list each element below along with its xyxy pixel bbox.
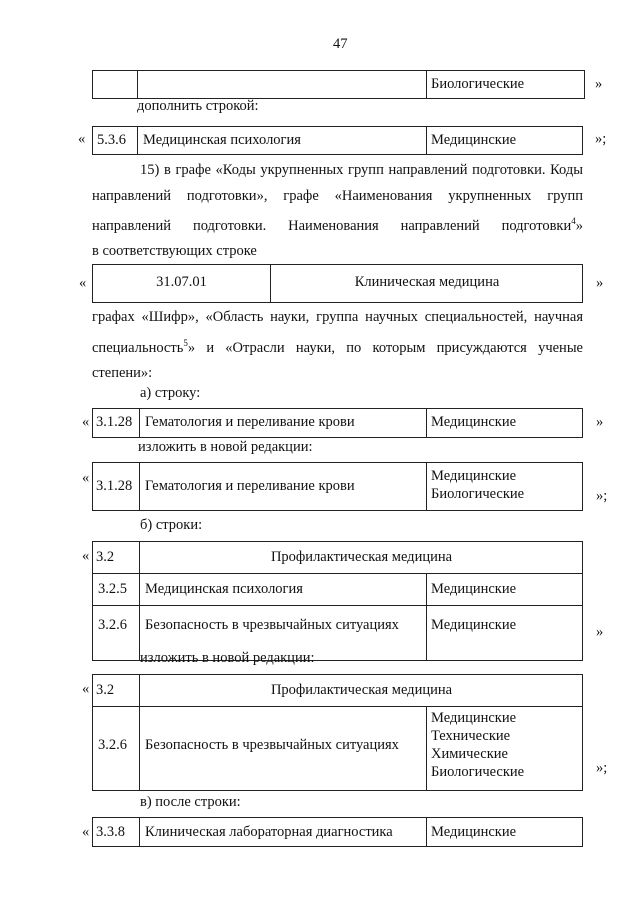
field-cell: Медицинские bbox=[431, 617, 517, 633]
field-cell: Медицинские bbox=[431, 581, 517, 597]
code-cell: 3.2 bbox=[96, 549, 115, 565]
field-cell: Биологические bbox=[431, 486, 525, 502]
section-name: Профилактическая медицина bbox=[270, 549, 453, 565]
open-quote: « bbox=[79, 275, 87, 291]
name-cell: Клиническая медицина bbox=[354, 274, 500, 290]
open-quote: « bbox=[82, 470, 90, 486]
paragraph-line: 15) в графе «Коды укрупненных групп направлений подготовки. Коды bbox=[140, 162, 583, 178]
paragraph-line: в соответствующих строке bbox=[92, 243, 257, 260]
paragraph-line: направлений подготовки», графе «Наименования укрупненных групп bbox=[92, 187, 583, 204]
instruction-text: изложить в новой редакции: bbox=[140, 650, 315, 666]
open-quote: « bbox=[78, 131, 86, 147]
instruction-text: дополнить строкой: bbox=[137, 98, 259, 114]
item-a: а) строку: bbox=[140, 385, 201, 401]
close-quote: » bbox=[596, 275, 604, 291]
paragraph-line: графах «Шифр», «Область науки, группа научных специальностей, научная bbox=[92, 309, 583, 325]
close-quote: » bbox=[595, 76, 603, 92]
section-name: Профилактическая медицина bbox=[270, 682, 453, 698]
code-cell: 3.2.6 bbox=[98, 617, 127, 633]
name-cell: Безопасность в чрезвычайных ситуациях bbox=[145, 617, 399, 633]
paragraph-line bbox=[92, 331, 583, 361]
field-cell: Химические bbox=[431, 746, 508, 762]
paragraph-line bbox=[92, 209, 583, 239]
table-biological-row bbox=[92, 70, 585, 99]
table-preventive-old bbox=[92, 541, 583, 661]
close-quote: »; bbox=[596, 488, 608, 504]
table-lab-diagnostics bbox=[92, 817, 583, 847]
code-cell: 5.3.6 bbox=[97, 132, 126, 148]
item-b: б) строки: bbox=[140, 517, 203, 533]
table-preventive-new bbox=[92, 674, 583, 791]
open-quote: « bbox=[82, 824, 90, 840]
text: » bbox=[575, 217, 583, 234]
field-cell: Медицинские bbox=[431, 824, 517, 840]
paragraph-15 bbox=[92, 158, 583, 265]
footnote-ref[interactable]: 5 bbox=[183, 337, 188, 348]
code-cell: 3.1.28 bbox=[96, 414, 133, 430]
code-cell: 3.2.6 bbox=[98, 737, 127, 753]
code-cell: 3.1.28 bbox=[96, 478, 133, 494]
close-quote: » bbox=[596, 414, 604, 430]
name-cell: Безопасность в чрезвычайных ситуациях bbox=[145, 737, 399, 753]
table-clinical-medicine bbox=[92, 264, 583, 303]
close-quote: » bbox=[596, 624, 604, 640]
name-cell: Медицинская психология bbox=[145, 581, 303, 597]
code-cell: 31.07.01 bbox=[156, 274, 207, 290]
table-hematology-new bbox=[92, 462, 583, 511]
page-number: 47 bbox=[333, 36, 348, 52]
code-cell: 3.2 bbox=[96, 682, 115, 698]
instruction-text: изложить в новой редакции: bbox=[138, 439, 313, 455]
text: направлений подготовки. Наименования направлений подготовки bbox=[92, 217, 572, 234]
name-cell: Медицинская психология bbox=[143, 132, 301, 148]
code-cell: 3.2.5 bbox=[98, 581, 127, 597]
close-quote: »; bbox=[595, 131, 607, 147]
text: специальность bbox=[92, 339, 184, 356]
field-cell: Медицинские bbox=[431, 468, 517, 484]
field-cell: Биологические bbox=[431, 764, 525, 780]
name-cell: Клиническая лабораторная диагностика bbox=[145, 824, 393, 840]
name-cell: Гематология и переливание крови bbox=[145, 478, 355, 494]
name-cell: Гематология и переливание крови bbox=[145, 414, 355, 430]
field-cell: Технические bbox=[431, 728, 511, 744]
paragraph-columns bbox=[92, 305, 583, 386]
code-cell: 3.3.8 bbox=[96, 824, 125, 840]
field-cell: Медицинские bbox=[431, 710, 517, 726]
close-quote: »; bbox=[596, 760, 608, 776]
open-quote: « bbox=[82, 548, 90, 564]
table-medical-psychology bbox=[92, 126, 583, 155]
footnote-ref[interactable]: 4 bbox=[571, 216, 576, 226]
table-hematology-old bbox=[92, 408, 583, 438]
field-cell: Медицинские bbox=[431, 132, 517, 148]
paragraph-line: степени»: bbox=[92, 364, 153, 381]
item-c: в) после строки: bbox=[140, 794, 241, 810]
field-cell: Биологические bbox=[431, 76, 525, 92]
field-cell: Медицинские bbox=[431, 414, 517, 430]
open-quote: « bbox=[82, 681, 90, 697]
open-quote: « bbox=[82, 414, 90, 430]
text: » и «Отрасли науки, по которым присуждаются ученые bbox=[187, 339, 583, 356]
